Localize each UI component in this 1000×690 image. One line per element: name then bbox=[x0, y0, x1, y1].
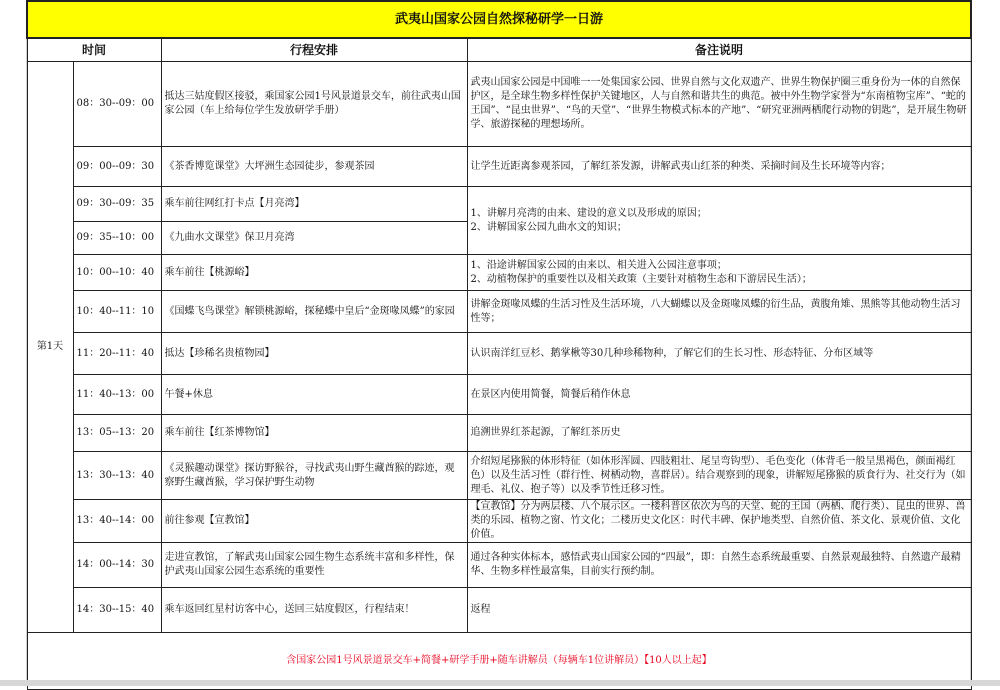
header-notes: 备注说明 bbox=[467, 38, 971, 62]
table-row bbox=[27, 415, 971, 452]
table-row bbox=[27, 375, 971, 415]
table-row bbox=[27, 62, 971, 147]
notes-cell: 追溯世界红茶起源，了解红茶历史 bbox=[467, 415, 971, 452]
schedule-cell: 乘车前往【红茶博物馆】 bbox=[161, 415, 467, 452]
notes-cell: 通过各种实体标本，感悟武夷山国家公园的“四最”，即：自然生态系统最重要、自然景观最独特、自然遗产最精华、生物多样性最富集，目前实行预约制。 bbox=[467, 543, 971, 588]
schedule-cell: 《茶香博览课堂》大坪洲生态园徒步，参观茶园 bbox=[161, 147, 467, 187]
time-cell: 10：40--11：10 bbox=[73, 291, 161, 333]
table-row bbox=[27, 588, 971, 633]
table-row bbox=[27, 255, 971, 291]
notes-cell: 返程 bbox=[467, 588, 971, 633]
time-cell: 13：40--14：00 bbox=[73, 500, 161, 543]
time-cell: 09：30--09：35 bbox=[73, 187, 161, 222]
schedule-cell: 乘车前往【桃源峪】 bbox=[161, 255, 467, 291]
itinerary-table bbox=[26, 0, 972, 690]
table-row bbox=[27, 452, 971, 500]
schedule-cell: 抵达【珍稀名贵植物园】 bbox=[161, 333, 467, 375]
notes-cell: 1、沿途讲解国家公园的由来以、相关进入公园注意事项； 2、动植物保护的重要性以及相关政策（主要针对植物生态和下游居民生活）； bbox=[467, 255, 971, 291]
notes-cell: 在景区内使用简餐，简餐后稍作休息 bbox=[467, 375, 971, 415]
schedule-cell: 抵达三姑度假区接驳，乘国家公园1号风景道景交车，前往武夷山国家公园（车上给每位学生发放研学手册） bbox=[161, 62, 467, 147]
schedule-cell: 《灵猴趣动课堂》探访野猴谷，寻找武夷山野生藏酋猴的踪迹，观察野生藏酋猴，学习保护野生动物 bbox=[161, 452, 467, 500]
time-cell: 10：00--10：40 bbox=[73, 255, 161, 291]
header-schedule: 行程安排 bbox=[161, 38, 467, 62]
time-cell: 13：05--13：20 bbox=[73, 415, 161, 452]
horizontal-scrollbar[interactable] bbox=[0, 680, 1000, 686]
notes-cell: 武夷山国家公园是中国唯一一处集国家公园、世界自然与文化双遗产、世界生物保护圈三重身份为一体的自然保护区，是全球生物多样性保护关键地区，人与自然和谐共生的典范。被中外生物学家誉为“东南植物宝库”、“蛇的王国”、“昆虫世界”、“鸟的天堂”、“世界生物模式标本的产地”、“研究亚洲两栖爬行动物的钥匙”，是开展生物研学、旅游探秘的理想场所。 bbox=[467, 62, 971, 147]
notes-cell: 【宣教馆】分为两层楼、八个展示区。一楼科普区依次为鸟的天堂、蛇的王国（两栖、爬行类）、昆虫的世界、兽类的乐园、植物之窗、竹文化；二楼历史文化区：时代丰碑、保护地类型、自然价值、茶文化、景观价值、文化价值。 bbox=[467, 500, 971, 543]
schedule-cell: 前往参观【宣教馆】 bbox=[161, 500, 467, 543]
table-row bbox=[27, 500, 971, 543]
schedule-cell: 《国蝶飞鸟课堂》解锁桃源峪，探秘蝶中皇后“金斑喙凤蝶”的家园 bbox=[161, 291, 467, 333]
time-cell: 11：40--13：00 bbox=[73, 375, 161, 415]
notes-cell: 介绍短尾猕猴的体形特征（如体形浑圆、四肢粗壮、尾呈弯钩型）、毛色变化（体背毛一般呈黑褐色，颜面褐红色）以及生活习性（群行性、树栖动物，喜群居）。结合观察到的现象，讲解短尾猕猴的质食行为、社交行为（如理毛、礼仪、抱子等）以及季节性迁移习性。 bbox=[467, 452, 971, 500]
time-cell: 09：00--09：30 bbox=[73, 147, 161, 187]
time-cell: 14：00--14：30 bbox=[73, 543, 161, 588]
time-cell: 13：30--13：40 bbox=[73, 452, 161, 500]
table-row bbox=[27, 147, 971, 187]
time-cell: 11：20--11：40 bbox=[73, 333, 161, 375]
day-label: 第1天 bbox=[27, 62, 73, 633]
header-time: 时间 bbox=[27, 38, 161, 62]
time-cell: 08：30--09：00 bbox=[73, 62, 161, 147]
itinerary-sheet bbox=[26, 0, 970, 690]
table-row bbox=[27, 333, 971, 375]
notes-cell: 认识南洋红豆杉、鹅掌楸等30几种珍稀物种，了解它们的生长习性、形态特征、分布区域等 bbox=[467, 333, 971, 375]
notes-cell: 让学生近距离参观茶园，了解红茶发源，讲解武夷山红茶的种类、采摘时间及生长环境等内容； bbox=[467, 147, 971, 187]
schedule-cell: 乘车前往网红打卡点【月亮湾】 bbox=[161, 187, 467, 222]
time-cell: 09：35--10：00 bbox=[73, 222, 161, 255]
schedule-cell: 午餐+休息 bbox=[161, 375, 467, 415]
time-cell: 14：30--15：40 bbox=[73, 588, 161, 633]
schedule-cell: 乘车返回红星村访客中心，送回三姑度假区，行程结束！ bbox=[161, 588, 467, 633]
notes-cell: 1、讲解月亮湾的由来、建设的意义以及形成的原因； 2、讲解国家公园九曲水文的知识； bbox=[467, 187, 971, 255]
page-title: 武夷山国家公园自然探秘研学一日游 bbox=[27, 1, 971, 38]
header-row bbox=[27, 38, 971, 62]
table-row bbox=[27, 543, 971, 588]
table-row bbox=[27, 291, 971, 333]
footer-note: 含国家公园1号风景道景交车+简餐+研学手册+随车讲解员（每辆车1位讲解员）【10人以上起】 bbox=[27, 633, 971, 690]
schedule-cell: 《九曲水文课堂》保卫月亮湾 bbox=[161, 222, 467, 255]
schedule-cell: 走进宣教馆，了解武夷山国家公园生物生态系统丰富和多样性，保护武夷山国家公园生态系统的重要性 bbox=[161, 543, 467, 588]
notes-cell: 讲解金斑喙凤蝶的生活习性及生活环境，八大蝴蝶以及金斑喙凤蝶的衍生品，黄腹角雉、黑熊等其他动物生活习性等； bbox=[467, 291, 971, 333]
table-row bbox=[27, 187, 971, 222]
